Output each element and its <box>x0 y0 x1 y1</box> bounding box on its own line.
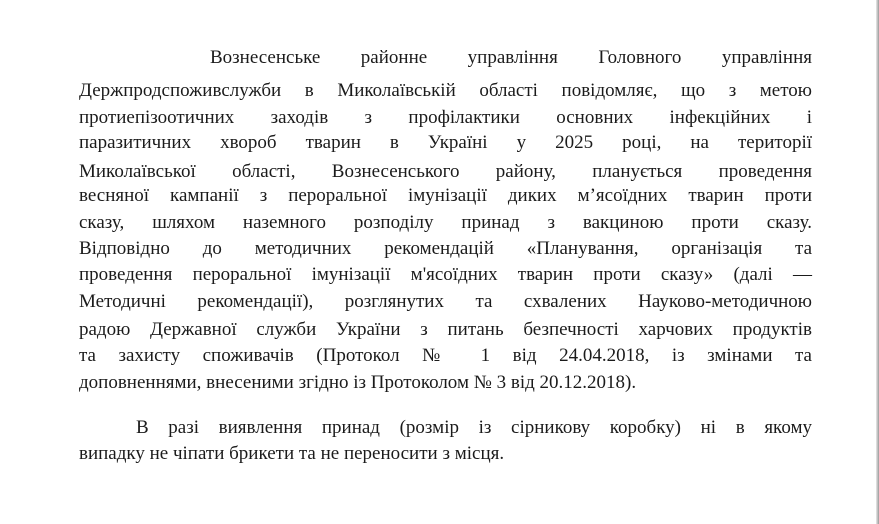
paragraph-1-line: доповненнями, внесеними згідно із Протоколом № 3 від 20.12.2018). <box>79 372 637 393</box>
paragraph-1-line: Відповідно до методичних рекомендацій «Планування, організація та <box>79 238 812 259</box>
paragraph-1-line: Методичні рекомендації), розглянутих та схвалених Науково-методичною <box>79 291 812 312</box>
paragraph-1-line: протиепізоотичних заходів з профілактики основних інфекційних і <box>79 107 812 128</box>
paragraph-1-line: весняної кампанії з пероральної імунізації диких м’ясоїдних тварин проти <box>79 185 812 206</box>
paragraph-1-line: радою Державної служби України з питань безпечності харчових продуктів <box>79 319 812 340</box>
paragraph-1-line: Держпродспоживслужби в Миколаївській області повідомляє, що з метою <box>79 80 812 101</box>
paragraph-2-line: В разі виявлення принад (розмір із сірникову коробку) ні в якому <box>136 417 812 438</box>
paragraph-1-line: та захисту споживачів (Протокол № 1 від 24.04.2018, із змінами та <box>79 345 812 366</box>
paragraph-1-line: проведення пероральної імунізації м'ясоїдних тварин проти сказу» (далі — <box>79 264 812 285</box>
paragraph-1-line: сказу, шляхом наземного розподілу принад з вакциною проти сказу. <box>79 212 812 233</box>
paragraph-2-line: випадку не чіпати брикети та не переносити з місця. <box>79 443 505 464</box>
paragraph-1-line: Вознесенське районне управління Головного управління <box>210 47 812 68</box>
paragraph-1-line: Миколаївської області, Вознесенського району, планується проведення <box>79 161 812 182</box>
paragraph-1-line: паразитичних хвороб тварин в Україні у 2025 році, на території <box>79 132 812 153</box>
